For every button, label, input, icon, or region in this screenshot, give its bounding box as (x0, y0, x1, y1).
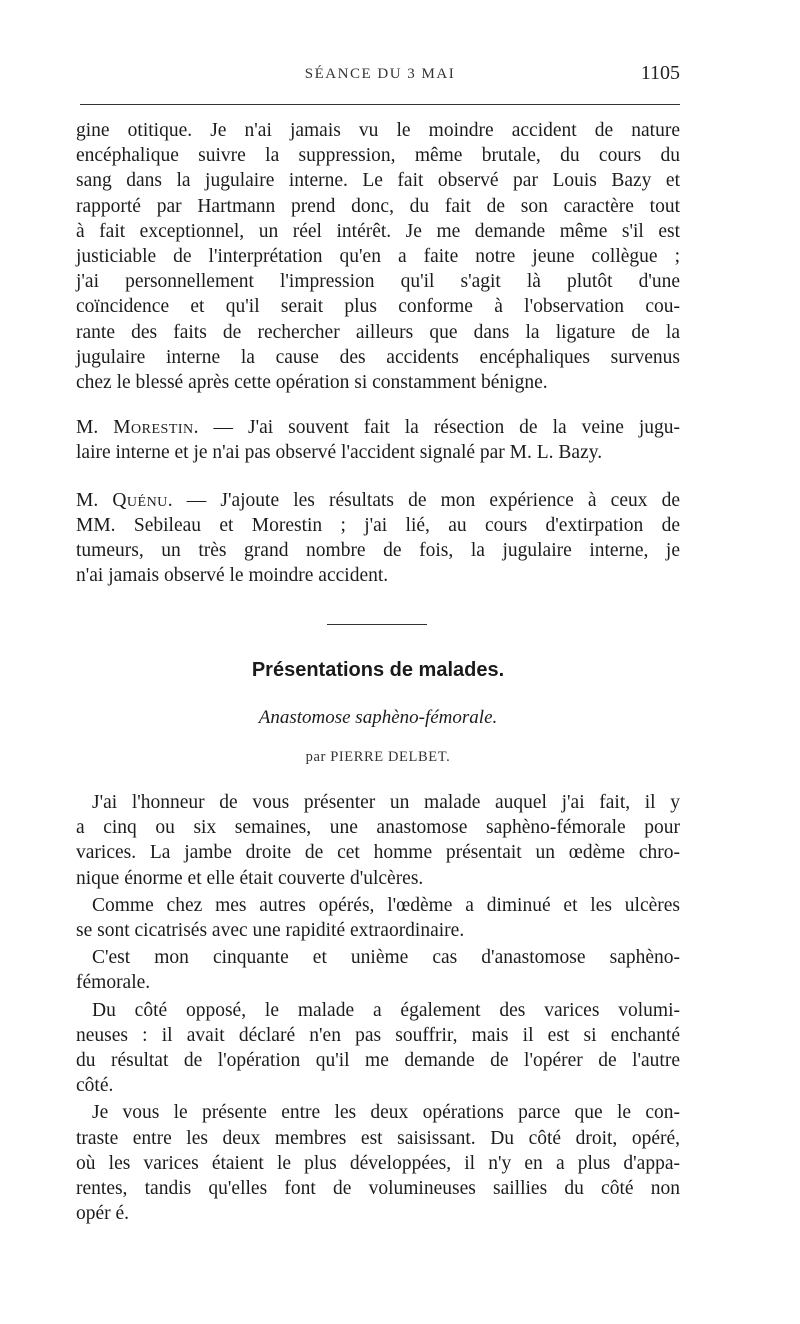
continued-paragraph (76, 118, 680, 395)
text-line: C'est mon cinquante et unième cas d'anastomose saphèno- (92, 947, 680, 969)
article-paragraph (76, 893, 680, 943)
text-line (76, 415, 680, 440)
text-line (76, 488, 680, 513)
quenu-remark (76, 488, 680, 589)
page-header (78, 62, 682, 92)
text-line: encéphalique suivre la suppression, même brutale, du cours du (76, 145, 680, 167)
text-line: se sont cicatrisés avec une rapidité extraordinaire. (76, 920, 465, 942)
text-line: côté. (76, 1075, 114, 1097)
speaker-prefix: M. (76, 417, 114, 439)
text-line: n'ai jamais observé le moindre accident. (76, 565, 389, 587)
text-line: rentes, tandis qu'elles font de volumineuses saillies du côté non (76, 1178, 680, 1200)
speaker-prefix: M. (76, 489, 113, 511)
text-line: rapporté par Hartmann prend donc, du fait de son caractère tout (76, 195, 680, 217)
discussion-text (76, 118, 680, 588)
text-line: à fait exceptionnel, un réel intérêt. Je me demande même s'il est (76, 220, 680, 242)
remark-text: . — J'ajoute les résultats de mon expérience à ceux de (167, 489, 680, 511)
text-line: J'ai l'honneur de vous présenter un malade auquel j'ai fait, il y (92, 792, 680, 813)
byline: par PIERRE DELBET. (305, 749, 451, 765)
text-line: j'ai personnellement l'impression qu'il s'agit là plutôt d'une (76, 271, 680, 293)
article-paragraph (76, 1100, 680, 1226)
text-line: tumeurs, un très grand nombre de fois, la jugulaire interne, je (76, 540, 680, 562)
article-text (76, 790, 680, 1226)
text-line: nique énorme et elle était couverte d'ulcères. (76, 867, 424, 889)
text-line: jugulaire interne la cause des accidents encéphaliques survenus (76, 346, 680, 368)
text-line: varices. La jambe droite de cet homme présentait un œdème chro- (76, 842, 680, 864)
running-title: SÉANCE DU 3 MAI (304, 66, 456, 82)
speaker-name: Quénu (112, 489, 168, 511)
text-line: où les varices étaient le plus développées, il n'y en a plus d'appa- (76, 1152, 680, 1174)
speaker-name: Morestin (113, 417, 194, 439)
text-line: neuses : il avait déclaré n'en pas souffrir, mais il est si enchanté (76, 1024, 680, 1046)
section-divider (327, 624, 427, 625)
article-title: Anastomose saphèno-fémorale. (258, 707, 498, 728)
text-line: traste entre les deux membres est saisissant. Du côté droit, opéré, (76, 1127, 680, 1149)
header-rule (80, 104, 680, 105)
text-line: chez le blessé après cette opération si constamment bénigne. (76, 372, 548, 394)
text-line: justiciable de l'interprétation qu'en a faite notre jeune collègue ; (76, 246, 680, 268)
text-line: fémorale. (76, 972, 151, 994)
text-line: a cinq ou six semaines, une anastomose saphèno-fémorale pour (76, 817, 680, 839)
section-title: Présentations de malades. (251, 659, 505, 681)
text-line: Du côté opposé, le malade a également des varices volumi- (92, 999, 680, 1021)
morestin-remark (76, 415, 680, 465)
text-line: Comme chez mes autres opérés, l'œdème a diminué et les ulcères (92, 894, 680, 916)
article-paragraph (76, 998, 680, 1099)
text-line: MM. Sebileau et Morestin ; j'ai lié, au cours d'extirpation de (76, 514, 680, 536)
text-line: laire interne et je n'ai pas observé l'accident signalé par M. L. Bazy. (76, 442, 603, 464)
text-line: rante des faits de rechercher ailleurs que dans la ligature de la (76, 321, 680, 343)
remark-text: . — J'ai souvent fait la résection de la veine jugu- (193, 417, 680, 439)
article-paragraph (76, 945, 680, 995)
text-line: Je vous le présente entre les deux opérations parce que le con- (92, 1102, 680, 1124)
text-line: opér é. (76, 1203, 130, 1225)
text-line: sang dans la jugulaire interne. Le fait observé par Louis Bazy et (76, 170, 680, 192)
text-line: gine otitique. Je n'ai jamais vu le moindre accident de nature (76, 120, 680, 141)
article-paragraph (76, 790, 680, 891)
page-number: 1105 (640, 62, 680, 84)
text-line: du résultat de l'opération qu'il me demande de l'opérer de l'autre (76, 1050, 680, 1072)
text-line: coïncidence et qu'il serait plus conforme à l'observation cou- (76, 296, 680, 318)
